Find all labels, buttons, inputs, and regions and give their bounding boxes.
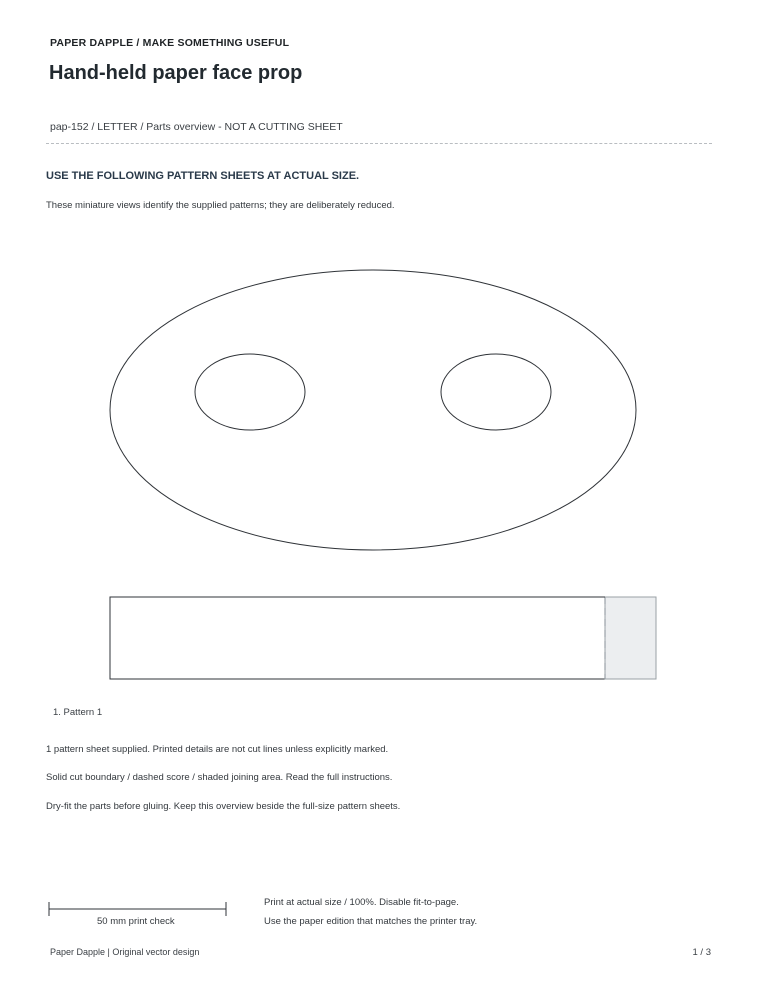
page-title: Hand-held paper face prop: [49, 62, 303, 84]
face-mask-shape: [110, 270, 636, 550]
document-meta: pap-152 / LETTER / Parts overview - NOT A CUTTING SHEET: [50, 121, 343, 133]
handle-strip-outline: [110, 597, 605, 679]
note-line: 1 pattern sheet supplied. Printed details are not cut lines unless explicitly marked.: [46, 744, 389, 755]
left-eye-hole: [195, 354, 305, 430]
footer-credit: Paper Dapple | Original vector design: [50, 947, 200, 957]
scale-bar: [49, 902, 226, 916]
right-eye-hole: [441, 354, 551, 430]
glue-tab-shaded: [605, 597, 656, 679]
handle-strip: [110, 597, 656, 679]
print-instruction: Print at actual size / 100%. Disable fit-to-page.: [264, 897, 459, 908]
dashed-divider: [46, 143, 712, 144]
note-line: Solid cut boundary / dashed score / shaded joining area. Read the full instructions.: [46, 772, 393, 783]
page-number: 1 / 3: [692, 947, 711, 958]
mask-outline: [110, 270, 636, 550]
intro-text: These miniature views identify the supplied patterns; they are deliberately reduced.: [46, 200, 395, 211]
note-line: Dry-fit the parts before gluing. Keep this overview beside the full-size pattern sheets.: [46, 801, 401, 812]
section-heading: USE THE FOLLOWING PATTERN SHEETS AT ACTUAL SIZE.: [46, 170, 360, 182]
brand-breadcrumb: PAPER DAPPLE / MAKE SOMETHING USEFUL: [50, 37, 290, 49]
scale-bar-label: 50 mm print check: [97, 916, 175, 927]
paper-instruction: Use the paper edition that matches the printer tray.: [264, 916, 478, 927]
figure-caption: 1. Pattern 1: [53, 707, 103, 718]
